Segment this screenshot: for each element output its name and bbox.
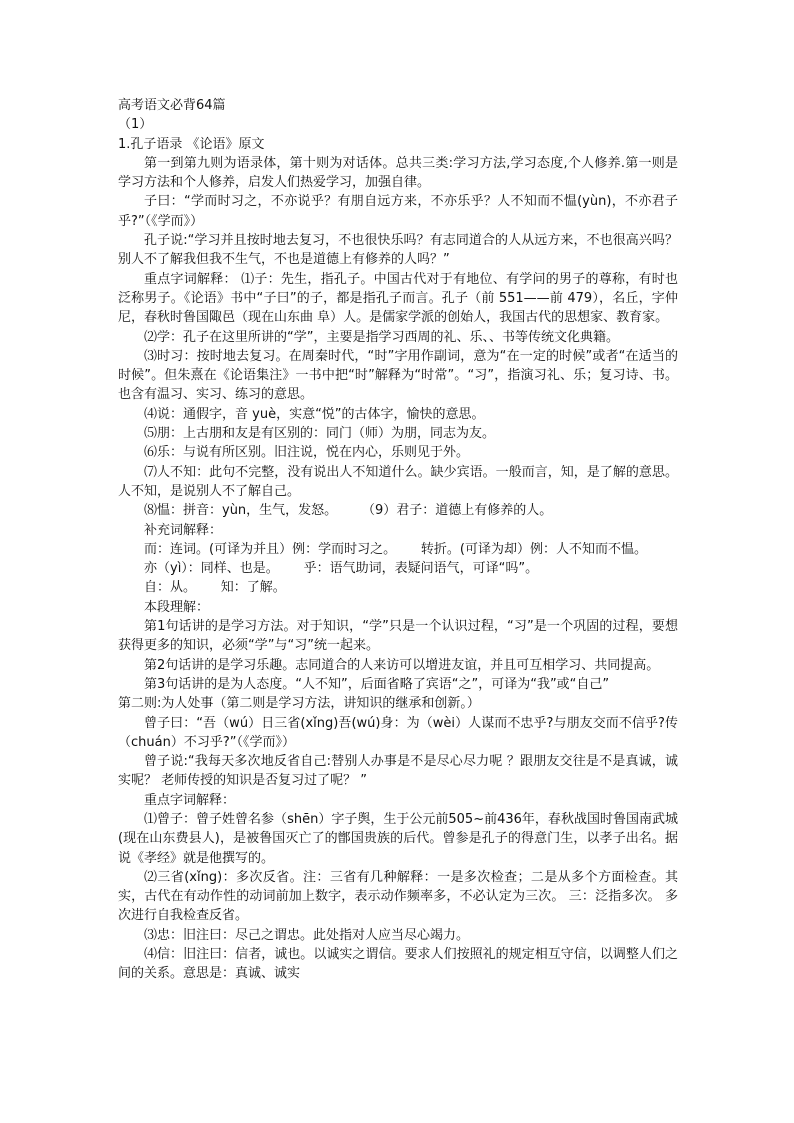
text-paragraph: 第1句话讲的是学习方法。对于知识，“学”只是一个认识过程，“习”是一个巩固的过程，要想获得更多的知识，必须“学”与“习”统一起来。 xyxy=(118,619,678,654)
text-paragraph: 第二则:为人处事（第二则是学习方法，讲知识的继承和创新。） xyxy=(118,696,480,712)
text-paragraph: 而：连词。(可译为并且）例：学而时习之。 转折。(可译为却）例：人不知而不愠。 xyxy=(144,541,647,557)
text-paragraph: 自：从。 知：了解。 xyxy=(144,580,286,596)
text-paragraph: ⑸朋：上古朋和友是有区别的：同门（师）为朋，同志为友。 xyxy=(144,426,496,442)
text-paragraph: 1.孔子语录 《论语》原文 xyxy=(118,136,265,152)
text-paragraph: 孔子说:“学习并且按时地去复习，不也很快乐吗？有志同道合的人从远方来，不也很高兴吗？别人不了解我但我不生气，不也是道德上有修养的人吗？” xyxy=(118,233,678,268)
text-paragraph: ⑵三省(xǐng)：多次反省。注：三省有几种解释：一是多次检查；二是从多个方面检查。其实，古代在有动作性的动词前加上数字，表示动作频率多，不必认定为三次。 三：泛指多次。 多次进行自我检查反省。 xyxy=(118,869,678,924)
text-paragraph: ⑷信：旧注曰：信者，诚也。以诚实之谓信。要求人们按照礼的规定相互守信，以调整人们之间的关系。意思是：真诚、诚实 xyxy=(118,947,678,982)
text-paragraph: ⑺人不知：此句不完整，没有说出人不知道什么。缺少宾语。一般而言，知，是了解的意思。人不知，是说别人不了解自己。 xyxy=(118,464,678,499)
text-paragraph: 曾子曰：“吾（wú）日三省(xǐng)吾(wú)身：为（wèi）人谋而不忠乎?与朋友交而不信乎?传（chuán）不习乎?”（《学而》） xyxy=(118,715,678,750)
text-paragraph: ⑵学：孔子在这里所讲的“学”，主要是指学习西周的礼、乐、、书等传统文化典籍。 xyxy=(144,329,619,345)
text-paragraph: 亦（yì）：同样、也是。 乎：语气助词，表疑问语气，可译“吗”。 xyxy=(144,561,539,577)
text-paragraph: 第一到第九则为语录体，第十则为对话体。总共三类:学习方法,学习态度,个人修养.第一则是学习方法和个人修养，启发人们热爱学习，加强自律。 xyxy=(118,155,678,191)
text-paragraph: ⑻愠：拼音：yùn，生气，发怒。 （9）君子：道德上有修养的人。 xyxy=(144,503,553,519)
text-paragraph: 重点字词解释： ⑴子：先生，指孔子。中国古代对于有地位、有学问的男子的尊称，有时也泛称男子。《论语》书中“子曰”的子，都是指孔子而言。孔子（前 551——前 479），名丘，字仲尼，春秋时鲁国陬邑（现在山东曲 阜）人。是儒家学派的创始人，我国古代的思想家、教育家。 xyxy=(118,271,678,326)
text-paragraph: 补充词解释： xyxy=(144,522,223,538)
text-paragraph: ⑴曾子：曾子姓曾名参（shēn）字子舆，生于公元前505~前436年，春秋战国时鲁国南武城(现在山东费县人)，是被鲁国灭亡了的鄫国贵族的后代。曾参是孔子的得意门生，以孝子出名。据说《孝经》就是他撰写的。 xyxy=(118,811,678,866)
text-paragraph: （1） xyxy=(118,117,153,133)
text-paragraph: 子曰：“学而时习之，不亦说乎？有朋自远方来，不亦乐乎？人不知而不愠(yùn)，不亦君子乎?”（《学而》） xyxy=(118,194,678,229)
text-paragraph: ⑹乐：与说有所区别。旧注说，悦在内心，乐则见于外。 xyxy=(144,445,470,461)
document-page xyxy=(118,96,678,984)
text-paragraph: 第3句话讲的是为人态度。“人不知”，后面省略了宾语“之”，可译为“我”或“自己” xyxy=(144,676,610,692)
text-paragraph: 曾子说:“我每天多次地反省自己:替别人办事是不是尽心尽力呢 ？跟朋友交往是不是真诚，诚实呢？ 老师传授的知识是否复习过了呢？ ” xyxy=(118,754,678,789)
text-paragraph: ⑶时习：按时地去复习。在周秦时代，“时”字用作副词，意为“在一定的时候”或者“在适当的时候”。但朱熹在《论语集注》一书中把“时”解释为“时常”。“习”，指演习礼、乐；复习诗、书。也含有温习、实习、练习的意思。 xyxy=(118,348,678,403)
text-paragraph: 重点字词解释： xyxy=(144,792,236,808)
text-paragraph: ⑷说：通假字，音 yuè，实意“悦”的古体字，愉快的意思。 xyxy=(144,406,485,422)
text-paragraph: 第2句话讲的是学习乐趣。志同道合的人来访可以增进友谊，并且可互相学习、共同提高。 xyxy=(144,657,660,673)
text-paragraph: 高考语文必背64篇 xyxy=(118,98,226,113)
text-paragraph: ⑶忠：旧注曰：尽己之谓忠。此处指对人应当尽心竭力。 xyxy=(144,927,470,943)
text-paragraph: 本段理解： xyxy=(144,599,210,615)
